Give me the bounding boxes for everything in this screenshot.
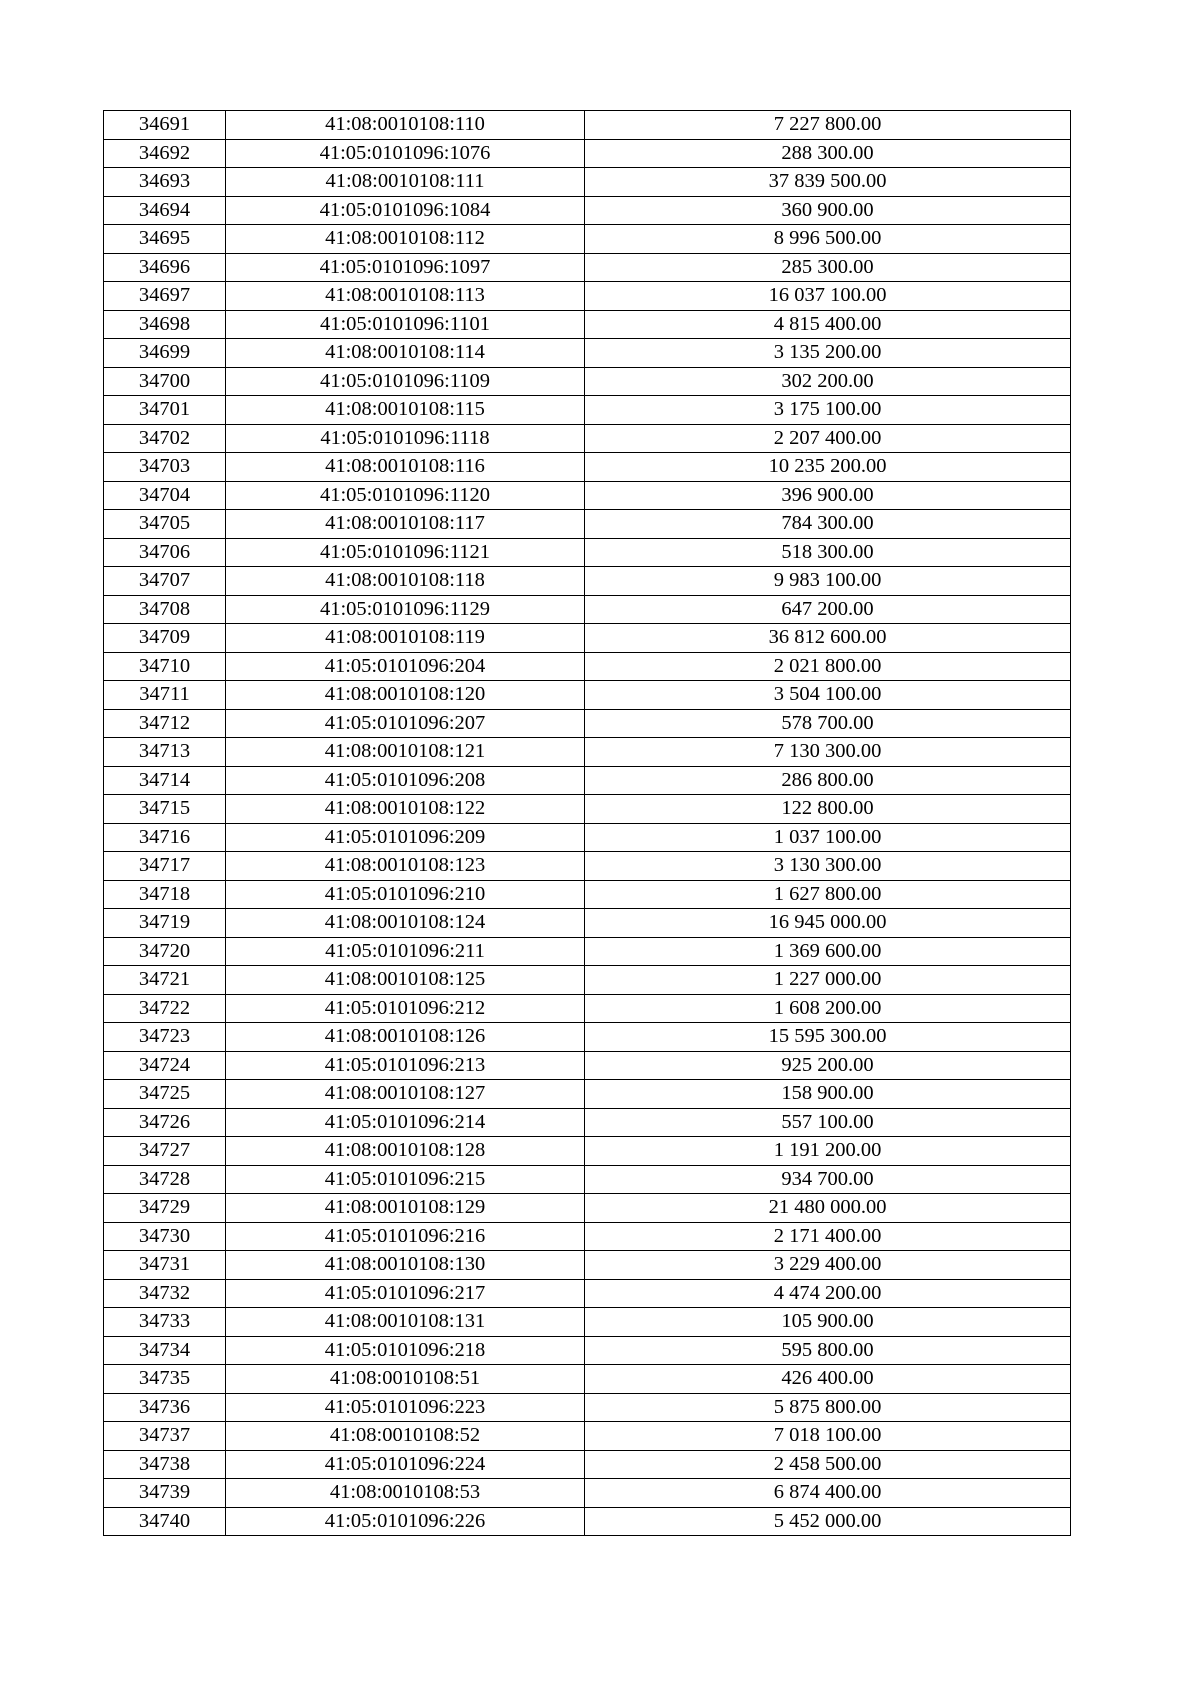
row-number-cell: 34715 [104,795,226,824]
cadastral-number-cell: 41:08:0010108:116 [226,453,585,482]
cadastral-value-cell: 6 874 400.00 [585,1479,1071,1508]
row-number-cell: 34726 [104,1108,226,1137]
table-row [104,652,1071,681]
cadastral-value-cell: 1 191 200.00 [585,1137,1071,1166]
table-row [104,282,1071,311]
row-number-cell: 34699 [104,339,226,368]
table-row [104,1479,1071,1508]
cadastral-value-cell: 396 900.00 [585,481,1071,510]
table-row [104,424,1071,453]
cadastral-number-cell: 41:05:0101096:212 [226,994,585,1023]
cadastral-number-cell: 41:08:0010108:113 [226,282,585,311]
table-row [104,453,1071,482]
row-number-cell: 34694 [104,196,226,225]
row-number-cell: 34692 [104,139,226,168]
table-row [104,1308,1071,1337]
row-number-cell: 34702 [104,424,226,453]
row-number-cell: 34731 [104,1251,226,1280]
cadastral-number-cell: 41:05:0101096:1120 [226,481,585,510]
table-row [104,367,1071,396]
cadastral-value-cell: 784 300.00 [585,510,1071,539]
cadastral-value-cell: 1 369 600.00 [585,937,1071,966]
cadastral-value-cell: 1 227 000.00 [585,966,1071,995]
row-number-cell: 34734 [104,1336,226,1365]
cadastral-value-cell: 285 300.00 [585,253,1071,282]
row-number-cell: 34695 [104,225,226,254]
row-number-cell: 34708 [104,595,226,624]
row-number-cell: 34736 [104,1393,226,1422]
table-row [104,852,1071,881]
table-row [104,1450,1071,1479]
cadastral-number-cell: 41:08:0010108:115 [226,396,585,425]
cadastral-value-cell: 2 171 400.00 [585,1222,1071,1251]
table-row [104,567,1071,596]
cadastral-value-cell: 1 608 200.00 [585,994,1071,1023]
row-number-cell: 34710 [104,652,226,681]
cadastral-number-cell: 41:05:0101096:216 [226,1222,585,1251]
table-row [104,396,1071,425]
table-row [104,738,1071,767]
row-number-cell: 34725 [104,1080,226,1109]
table-row [104,510,1071,539]
table-row [104,595,1071,624]
cadastral-number-cell: 41:05:0101096:1118 [226,424,585,453]
table-row [104,994,1071,1023]
cadastral-value-cell: 37 839 500.00 [585,168,1071,197]
row-number-cell: 34707 [104,567,226,596]
cadastral-number-cell: 41:08:0010108:131 [226,1308,585,1337]
row-number-cell: 34706 [104,538,226,567]
cadastral-value-cell: 5 452 000.00 [585,1507,1071,1536]
row-number-cell: 34691 [104,111,226,140]
row-number-cell: 34713 [104,738,226,767]
cadastral-value-cell: 925 200.00 [585,1051,1071,1080]
cadastral-number-cell: 41:08:0010108:53 [226,1479,585,1508]
cadastral-value-cell: 426 400.00 [585,1365,1071,1394]
cadastral-value-cell: 302 200.00 [585,367,1071,396]
table-row [104,1336,1071,1365]
cadastral-number-cell: 41:05:0101096:223 [226,1393,585,1422]
cadastral-value-cell: 934 700.00 [585,1165,1071,1194]
table-row [104,1222,1071,1251]
row-number-cell: 34730 [104,1222,226,1251]
row-number-cell: 34739 [104,1479,226,1508]
row-number-cell: 34698 [104,310,226,339]
cadastral-number-cell: 41:08:0010108:117 [226,510,585,539]
table-row [104,709,1071,738]
cadastral-value-cell: 578 700.00 [585,709,1071,738]
cadastral-value-cell: 3 130 300.00 [585,852,1071,881]
row-number-cell: 34718 [104,880,226,909]
cadastral-value-cell: 3 504 100.00 [585,681,1071,710]
cadastral-number-cell: 41:08:0010108:111 [226,168,585,197]
cadastral-number-cell: 41:08:0010108:130 [226,1251,585,1280]
table-row [104,1080,1071,1109]
cadastral-number-cell: 41:08:0010108:129 [226,1194,585,1223]
cadastral-value-cell: 1 037 100.00 [585,823,1071,852]
cadastral-value-cell: 286 800.00 [585,766,1071,795]
row-number-cell: 34714 [104,766,226,795]
cadastral-number-cell: 41:05:0101096:218 [226,1336,585,1365]
cadastral-value-cell: 15 595 300.00 [585,1023,1071,1052]
table-row [104,168,1071,197]
table-row [104,1165,1071,1194]
table-row [104,1108,1071,1137]
table-row [104,225,1071,254]
row-number-cell: 34737 [104,1422,226,1451]
cadastral-number-cell: 41:08:0010108:110 [226,111,585,140]
cadastral-value-cell: 288 300.00 [585,139,1071,168]
cadastral-value-cell: 557 100.00 [585,1108,1071,1137]
table-row [104,823,1071,852]
cadastral-number-cell: 41:05:0101096:208 [226,766,585,795]
table-row [104,766,1071,795]
table-row [104,339,1071,368]
cadastral-value-cell: 9 983 100.00 [585,567,1071,596]
cadastral-value-cell: 122 800.00 [585,795,1071,824]
cadastral-number-cell: 41:08:0010108:120 [226,681,585,710]
cadastral-value-cell: 2 207 400.00 [585,424,1071,453]
table-row [104,1422,1071,1451]
cadastral-value-cell: 21 480 000.00 [585,1194,1071,1223]
cadastral-number-cell: 41:05:0101096:1121 [226,538,585,567]
cadastral-value-cell: 5 875 800.00 [585,1393,1071,1422]
cadastral-value-cell: 2 458 500.00 [585,1450,1071,1479]
row-number-cell: 34696 [104,253,226,282]
table-row [104,1023,1071,1052]
row-number-cell: 34727 [104,1137,226,1166]
cadastral-number-cell: 41:08:0010108:124 [226,909,585,938]
cadastral-number-cell: 41:05:0101096:215 [226,1165,585,1194]
cadastral-number-cell: 41:05:0101096:217 [226,1279,585,1308]
cadastral-value-cell: 1 627 800.00 [585,880,1071,909]
cadastral-number-cell: 41:08:0010108:126 [226,1023,585,1052]
cadastral-number-cell: 41:08:0010108:118 [226,567,585,596]
table-row [104,1194,1071,1223]
cadastral-number-cell: 41:08:0010108:123 [226,852,585,881]
cadastral-value-cell: 3 135 200.00 [585,339,1071,368]
cadastral-value-cell: 647 200.00 [585,595,1071,624]
table-row [104,481,1071,510]
table-row [104,538,1071,567]
cadastral-value-cell: 518 300.00 [585,538,1071,567]
cadastral-number-cell: 41:05:0101096:1084 [226,196,585,225]
cadastral-value-cell: 3 175 100.00 [585,396,1071,425]
table-row [104,1279,1071,1308]
row-number-cell: 34701 [104,396,226,425]
table-row [104,937,1071,966]
row-number-cell: 34705 [104,510,226,539]
table-row [104,795,1071,824]
table-row [104,111,1071,140]
cadastral-number-cell: 41:05:0101096:204 [226,652,585,681]
cadastral-value-cell: 595 800.00 [585,1336,1071,1365]
row-number-cell: 34720 [104,937,226,966]
cadastral-value-cell: 10 235 200.00 [585,453,1071,482]
cadastral-number-cell: 41:05:0101096:1109 [226,367,585,396]
table-row [104,1393,1071,1422]
row-number-cell: 34700 [104,367,226,396]
table-row [104,966,1071,995]
cadastral-value-table [103,110,1071,1536]
table-row [104,253,1071,282]
cadastral-number-cell: 41:08:0010108:52 [226,1422,585,1451]
row-number-cell: 34740 [104,1507,226,1536]
cadastral-number-cell: 41:05:0101096:207 [226,709,585,738]
row-number-cell: 34711 [104,681,226,710]
cadastral-value-cell: 16 945 000.00 [585,909,1071,938]
table-row [104,681,1071,710]
cadastral-value-cell: 7 227 800.00 [585,111,1071,140]
cadastral-value-cell: 36 812 600.00 [585,624,1071,653]
cadastral-number-cell: 41:08:0010108:121 [226,738,585,767]
row-number-cell: 34735 [104,1365,226,1394]
cadastral-number-cell: 41:05:0101096:213 [226,1051,585,1080]
row-number-cell: 34728 [104,1165,226,1194]
cadastral-value-cell: 16 037 100.00 [585,282,1071,311]
cadastral-number-cell: 41:08:0010108:51 [226,1365,585,1394]
row-number-cell: 34709 [104,624,226,653]
row-number-cell: 34723 [104,1023,226,1052]
row-number-cell: 34704 [104,481,226,510]
row-number-cell: 34724 [104,1051,226,1080]
row-number-cell: 34733 [104,1308,226,1337]
cadastral-value-cell: 7 130 300.00 [585,738,1071,767]
row-number-cell: 34716 [104,823,226,852]
cadastral-number-cell: 41:08:0010108:112 [226,225,585,254]
row-number-cell: 34703 [104,453,226,482]
cadastral-number-cell: 41:05:0101096:1097 [226,253,585,282]
cadastral-number-cell: 41:08:0010108:127 [226,1080,585,1109]
cadastral-value-cell: 4 815 400.00 [585,310,1071,339]
table-body [104,111,1071,1536]
cadastral-number-cell: 41:05:0101096:210 [226,880,585,909]
table-row [104,624,1071,653]
cadastral-number-cell: 41:08:0010108:125 [226,966,585,995]
table-row [104,880,1071,909]
table-row [104,310,1071,339]
row-number-cell: 34729 [104,1194,226,1223]
table-row [104,1507,1071,1536]
table-row [104,1251,1071,1280]
row-number-cell: 34732 [104,1279,226,1308]
table-row [104,909,1071,938]
cadastral-value-cell: 8 996 500.00 [585,225,1071,254]
cadastral-number-cell: 41:08:0010108:128 [226,1137,585,1166]
cadastral-value-cell: 7 018 100.00 [585,1422,1071,1451]
cadastral-number-cell: 41:05:0101096:1101 [226,310,585,339]
cadastral-value-cell: 360 900.00 [585,196,1071,225]
cadastral-value-cell: 4 474 200.00 [585,1279,1071,1308]
table-row [104,139,1071,168]
cadastral-value-cell: 158 900.00 [585,1080,1071,1109]
cadastral-value-cell: 2 021 800.00 [585,652,1071,681]
table-row [104,196,1071,225]
table-row [104,1365,1071,1394]
row-number-cell: 34722 [104,994,226,1023]
row-number-cell: 34719 [104,909,226,938]
cadastral-number-cell: 41:05:0101096:224 [226,1450,585,1479]
cadastral-value-cell: 105 900.00 [585,1308,1071,1337]
cadastral-number-cell: 41:05:0101096:1076 [226,139,585,168]
table-row [104,1051,1071,1080]
row-number-cell: 34697 [104,282,226,311]
cadastral-number-cell: 41:05:0101096:1129 [226,595,585,624]
row-number-cell: 34717 [104,852,226,881]
cadastral-number-cell: 41:08:0010108:114 [226,339,585,368]
cadastral-number-cell: 41:08:0010108:122 [226,795,585,824]
row-number-cell: 34712 [104,709,226,738]
cadastral-number-cell: 41:08:0010108:119 [226,624,585,653]
table-row [104,1137,1071,1166]
row-number-cell: 34738 [104,1450,226,1479]
row-number-cell: 34721 [104,966,226,995]
cadastral-number-cell: 41:05:0101096:226 [226,1507,585,1536]
cadastral-number-cell: 41:05:0101096:214 [226,1108,585,1137]
cadastral-number-cell: 41:05:0101096:211 [226,937,585,966]
cadastral-number-cell: 41:05:0101096:209 [226,823,585,852]
row-number-cell: 34693 [104,168,226,197]
cadastral-value-cell: 3 229 400.00 [585,1251,1071,1280]
